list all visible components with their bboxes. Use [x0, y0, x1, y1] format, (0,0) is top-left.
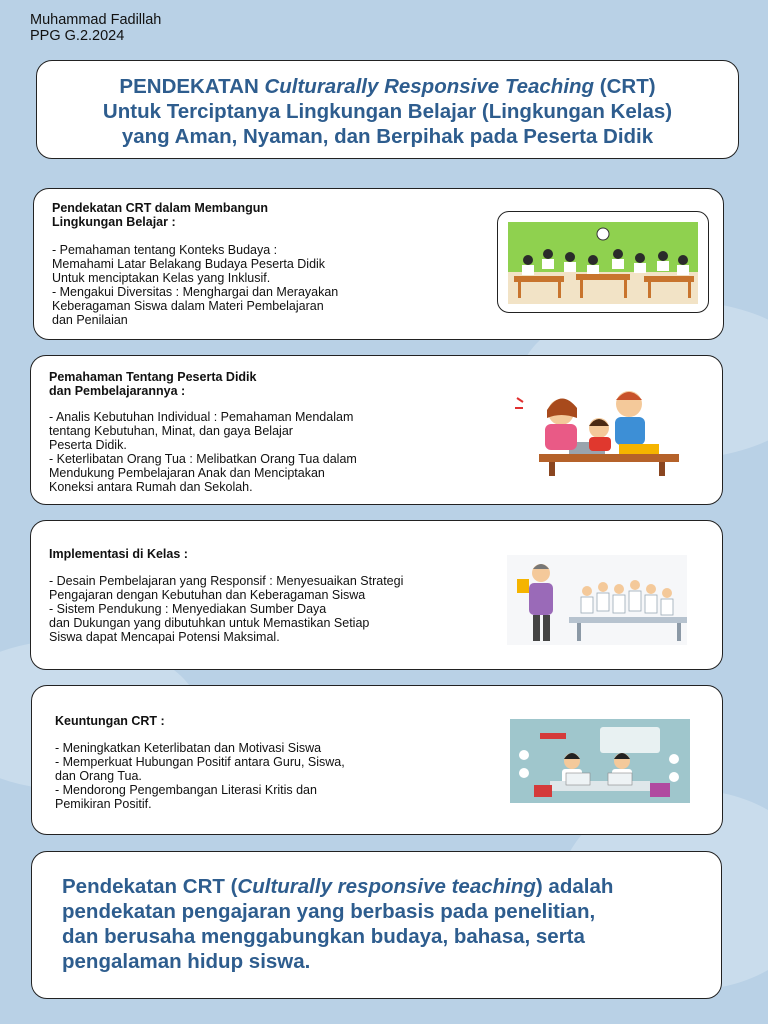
title-word: PENDEKATAN — [119, 75, 259, 98]
section-heading: Implementasi di Kelas : — [49, 547, 188, 561]
section-body: - Pemahaman tentang Konteks Budaya : Memahami Latar Belakang Budaya Peserta Didik Untuk menciptakan Kelas yang Inklusif. - Mengakui Diversitas : Menghargai dan Merayakan Keberagaman Siswa dalam Materi Pembelajaran dan Penilaian — [52, 243, 339, 327]
title-italic: Culturarally Responsive Teaching — [264, 75, 595, 98]
parent-child-illustration — [509, 384, 679, 479]
section-card-1 — [33, 188, 724, 340]
definition-text — [62, 874, 721, 974]
students-laptop-illustration — [510, 719, 690, 803]
definition-prefix: Pendekatan CRT ( — [62, 875, 238, 898]
definition-rest: ) adalah pendekatan pengajaran yang berbasis pada penelitian, dan berusaha menggabungkan budaya, bahasa, serta pengalaman hidup siswa. — [62, 875, 614, 973]
section-body: - Meningkatkan Keterlibatan dan Motivasi Siswa - Memperkuat Hubungan Positif antara Guru, Siswa, dan Orang Tua. - Mendorong Pengembangan Literasi Kritis dan Pemikiran Positif. — [55, 741, 345, 811]
author-info — [30, 12, 161, 44]
section-heading: Pendekatan CRT dalam Membangun Lingkungan Belajar : — [52, 201, 269, 229]
teacher-class-illustration — [507, 555, 687, 645]
title-line-1 — [37, 74, 738, 99]
author-program: PPG G.2.2024 — [30, 28, 125, 44]
classroom-illustration — [497, 211, 709, 313]
section-card-4 — [31, 685, 723, 835]
title-suffix: (CRT) — [599, 75, 656, 98]
section-card-3 — [30, 520, 723, 670]
author-name: Muhammad Fadillah — [30, 12, 162, 28]
section-body: - Analis Kebutuhan Individual : Pemahaman Mendalam tentang Kebutuhan, Minat, dan gaya Belajar Peserta Didik. - Keterlibatan Orang Tua : Melibatkan Orang Tua dalam Mendukung Pembelajaran Anak dan Menciptakan Koneksi antara Rumah dan Sekolah. — [49, 410, 357, 494]
definition-italic: Culturally responsive teaching — [237, 875, 536, 898]
section-heading: Keuntungan CRT : — [55, 714, 165, 728]
title-line-2: Untuk Terciptanya Lingkungan Belajar (Lingkungan Kelas) — [102, 100, 673, 123]
title-line-3: yang Aman, Nyaman, dan Berpihak pada Peserta Didik — [121, 125, 654, 148]
section-card-2 — [30, 355, 723, 505]
definition-card — [31, 851, 722, 999]
section-body: - Desain Pembelajaran yang Responsif : Menyesuaikan Strategi Pengajaran dengan Kebutuhan dan Keberagaman Siswa - Sistem Pendukung : Menyediakan Sumber Daya dan Dukungan yang dibutuhkan untuk Memastikan Setiap Siswa dapat Mencapai Potensi Maksimal. — [49, 574, 404, 644]
title-card — [36, 60, 739, 159]
section-heading: Pemahaman Tentang Peserta Didik dan Pembelajarannya : — [49, 370, 257, 398]
